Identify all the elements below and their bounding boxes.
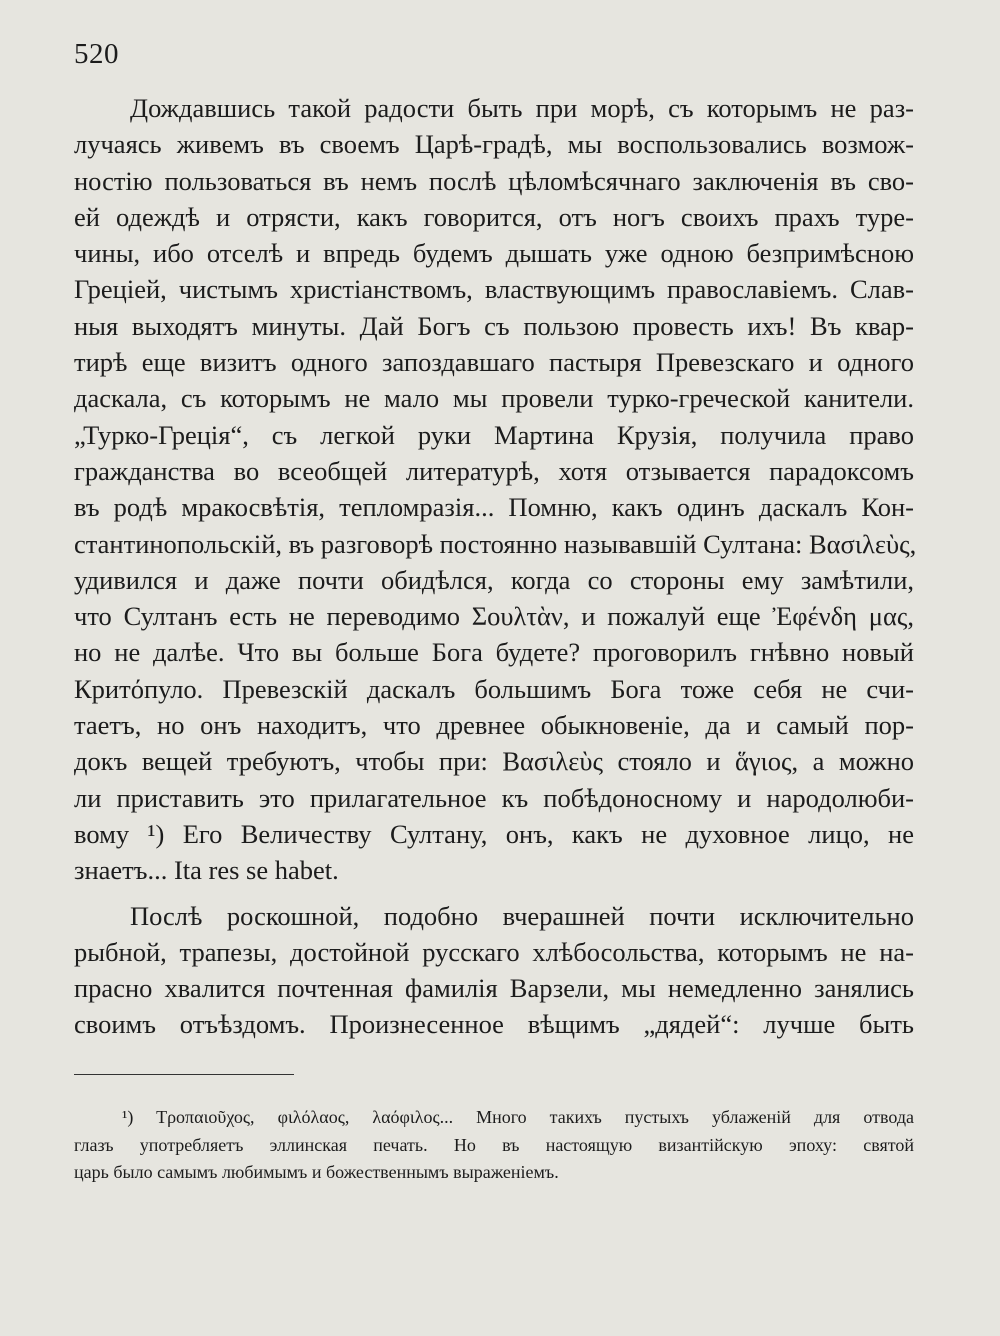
footnote-divider	[74, 1074, 294, 1075]
text-line: знаетъ... Ita res se habet.	[74, 855, 339, 886]
text-line: лучаясь живемъ въ своемъ Царѣ-градѣ, мы воспользовались возмож-	[74, 129, 914, 160]
text-line: рыбной, трапезы, достойной русскаго хлѣбосольства, которымъ не на-	[74, 936, 914, 967]
text-line: Дождавшись такой радости быть при морѣ, съ которымъ не раз-	[130, 93, 914, 123]
text-line: ли приставить это прилагательное къ побѣдоносному и народолюби-	[74, 782, 914, 813]
body-text	[74, 90, 917, 1043]
text-line: тирѣ еще визитъ одного запоздавшаго пастыря Превезскаго и одного	[74, 347, 914, 378]
footnote-line: глазъ употребляетъ эллинская печать. Но въ настоящую византійскую эпоху: святой	[74, 1134, 914, 1155]
text-line: даскала, съ которымъ не мало мы провели турко-греческой канители.	[74, 383, 914, 414]
text-line: ныя выходятъ минуты. Дай Богъ съ пользою провесть ихъ! Въ квар-	[74, 310, 914, 341]
text-line: но не далѣе. Что вы больше Бога будете? проговорилъ гнѣвно новый	[74, 637, 914, 668]
text-line: своимъ отъѣздомъ. Произнесенное вѣщимъ „дядей“: лучше быть	[74, 1009, 914, 1040]
text-line: вому ¹) Его Величеству Султану, онъ, какъ не духовное лицо, не	[74, 818, 914, 849]
text-line: Критόпуло. Превезскій даскалъ большимъ Бога тоже себя не счи-	[74, 673, 914, 704]
text-line: въ родѣ мракосвѣтія, тепломразія... Помню, какъ одинъ даскалъ Кон-	[74, 492, 914, 523]
text-line: „Турко-Греція“, съ легкой руки Мартина Крузія, получила право	[74, 419, 914, 450]
text-line: таетъ, но онъ находитъ, что древнее обыкновеніе, да и самый пор-	[74, 710, 914, 741]
text-line: Послѣ роскошной, подобно вчерашней почти исключительно	[130, 900, 914, 931]
text-line: гражданства во всеобщей литературѣ, хотя отзывается парадоксомъ	[74, 455, 914, 486]
text-line: что Султанъ есть не переводимо Σουλτὰν, и пожалуй еще Ἐφένδη μας,	[74, 601, 914, 632]
text-line: докъ вещей требуютъ, чтобы при: Βασιλεὺς стояло и ἅγιος, а можно	[74, 746, 914, 777]
text-line: ей одеждѣ и отрясти, какъ говорится, отъ ногъ своихъ прахъ туре-	[74, 201, 914, 232]
text-line: удивился и даже почти обидѣлся, когда со стороны ему замѣтили,	[74, 564, 914, 595]
text-line: прасно хвалится почтенная фамилія Варзели, мы немедленно занялись	[74, 973, 914, 1004]
text-line: ностію пользоваться въ немъ послѣ цѣломѣсячнаго заключенія въ сво-	[74, 165, 914, 196]
footnotes	[74, 1104, 914, 1187]
text-line: чины, ибо отселѣ и впредь будемъ дышать уже одною безпримѣсною	[74, 238, 914, 269]
text-line: стантинопольскій, въ разговорѣ постоянно называвшій Султана: Βασιλεὺς,	[74, 528, 917, 559]
page-number: 520	[74, 38, 119, 70]
footnote-line: царь было самымъ любимымъ и божественнымъ выраженіемъ.	[74, 1162, 559, 1182]
text-line: Греціей, чистымъ христіанствомъ, властвующимъ православіемъ. Слав-	[74, 274, 914, 305]
footnote-line: ¹) Τροπαιοῦχος, φιλόλαος, λαόφιλος... Много такихъ пустыхъ ублаженій для отвода	[122, 1107, 914, 1127]
